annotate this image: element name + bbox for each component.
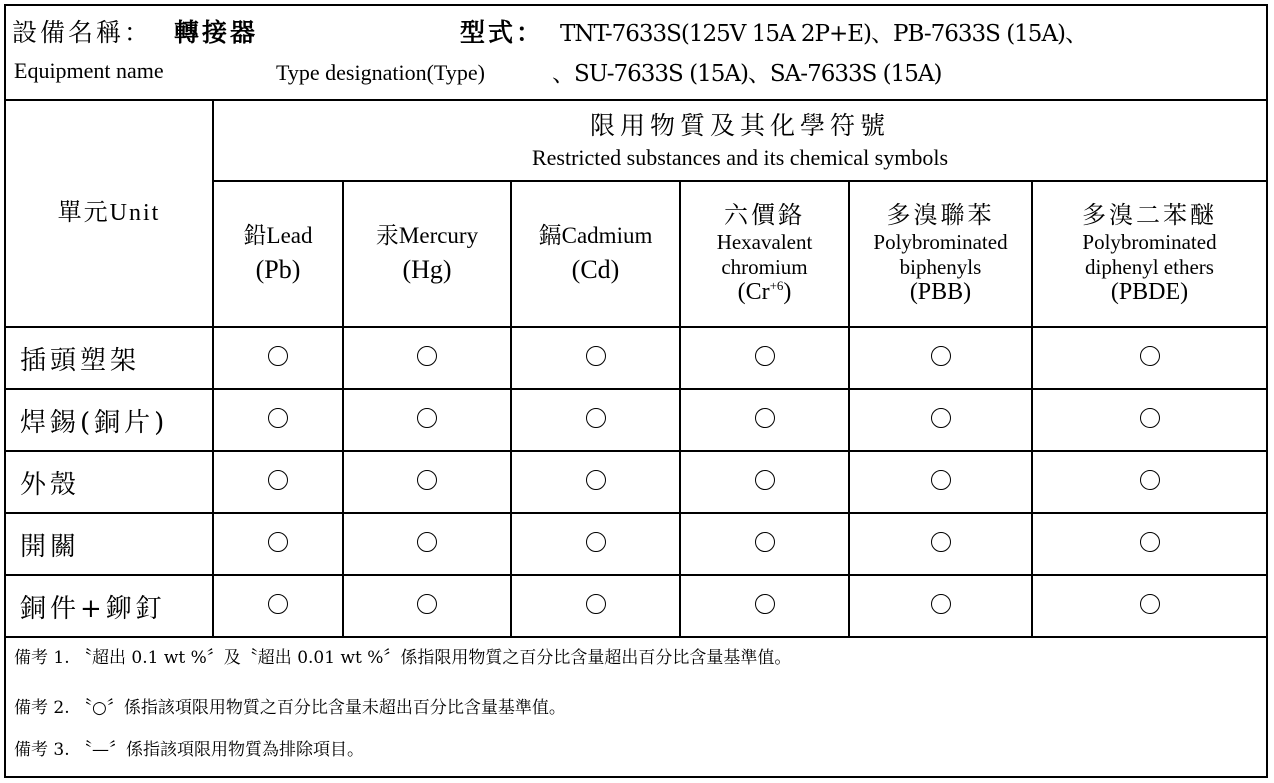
chromium-symbol-sup: +6 xyxy=(769,278,784,294)
equipment-label-en: Equipment name xyxy=(14,58,164,83)
circle-mark-icon xyxy=(931,594,951,614)
compliance-mark xyxy=(849,327,1032,389)
table-row xyxy=(6,327,1266,389)
circle-mark-icon xyxy=(755,346,775,366)
restricted-title-zh: 限用物質及其化學符號 xyxy=(589,110,890,140)
table-row xyxy=(6,389,1266,451)
circle-mark-icon xyxy=(1140,594,1160,614)
circle-mark-icon xyxy=(1140,408,1160,428)
type-label-en: Type designation(Type) xyxy=(276,60,485,85)
circle-mark-icon xyxy=(417,408,437,428)
compliance-mark xyxy=(1032,451,1266,513)
compliance-mark xyxy=(511,327,680,389)
circle-mark-icon xyxy=(586,346,606,366)
substance-pbde xyxy=(1032,181,1266,327)
compliance-mark xyxy=(343,575,511,637)
compliance-mark xyxy=(1032,389,1266,451)
compliance-mark xyxy=(213,327,343,389)
compliance-mark xyxy=(849,451,1032,513)
circle-mark-icon xyxy=(417,532,437,552)
substance-hexavalent-chromium xyxy=(680,181,849,327)
compliance-mark xyxy=(213,451,343,513)
substance-mercury-name: 汞Mercury xyxy=(375,222,479,248)
unit-header: 單元Unit xyxy=(6,101,213,327)
restricted-substances-title xyxy=(213,101,1266,181)
type-models-line2: 、SU-7633S (15A)、SA-7633S (15A) xyxy=(552,61,942,87)
chromium-symbol-base: (Cr xyxy=(737,279,770,306)
substance-mercury-symbol: (Hg) xyxy=(402,255,452,285)
unit-name: 銅件+鉚釘 xyxy=(6,575,213,637)
circle-mark-icon xyxy=(931,470,951,490)
compliance-mark xyxy=(680,513,849,575)
circle-mark-icon xyxy=(268,532,288,552)
compliance-mark xyxy=(511,575,680,637)
substance-lead xyxy=(213,181,343,327)
compliance-mark xyxy=(849,389,1032,451)
circle-mark-icon xyxy=(586,408,606,428)
circle-mark-icon xyxy=(586,532,606,552)
circle-mark-icon xyxy=(586,594,606,614)
compliance-mark xyxy=(213,389,343,451)
compliance-mark xyxy=(1032,327,1266,389)
substance-chromium-symbol xyxy=(681,279,848,307)
compliance-mark xyxy=(343,451,511,513)
compliance-mark xyxy=(680,575,849,637)
type-label-zh: 型式： xyxy=(460,18,545,47)
compliance-mark xyxy=(849,513,1032,575)
substance-pbb-symbol: (PBB) xyxy=(909,279,972,306)
compliance-mark xyxy=(343,389,511,451)
substance-lead-symbol: (Pb) xyxy=(255,255,301,285)
substance-pbb-name-zh: 多溴聯苯 xyxy=(886,201,995,230)
substance-pbb-name-en1: Polybrominated xyxy=(873,229,1008,254)
equipment-label-zh: 設備名稱： xyxy=(12,18,153,47)
substance-chromium-name-en1: Hexavalent xyxy=(716,229,813,254)
circle-mark-icon xyxy=(268,346,288,366)
circle-mark-icon xyxy=(268,594,288,614)
form-header xyxy=(6,6,1266,101)
compliance-mark xyxy=(213,575,343,637)
circle-mark-icon xyxy=(268,470,288,490)
circle-mark-icon xyxy=(755,594,775,614)
compliance-mark xyxy=(213,513,343,575)
substance-chromium-name-en2: chromium xyxy=(721,254,808,279)
circle-mark-icon xyxy=(417,346,437,366)
circle-mark-icon xyxy=(1140,346,1160,366)
note-3: 備考 3. 〝—〞係指該項限用物質為排除項目。 xyxy=(14,740,365,760)
circle-mark-icon xyxy=(417,470,437,490)
equipment-name: 轉接器 xyxy=(174,18,259,47)
substance-pbde-name-zh: 多溴二苯醚 xyxy=(1082,201,1217,230)
unit-name: 開關 xyxy=(6,513,213,575)
circle-mark-icon xyxy=(931,408,951,428)
rohs-declaration-form xyxy=(4,4,1268,778)
circle-mark-icon xyxy=(931,346,951,366)
note-1: 備考 1. 〝超出 0.1 wt %〞及〝超出 0.01 wt %〞係指限用物質之百分比含量超出百分比含量基準值。 xyxy=(14,648,792,668)
table-row xyxy=(6,513,1266,575)
compliance-mark xyxy=(511,451,680,513)
substance-pbb-name-en2: biphenyls xyxy=(899,254,982,279)
compliance-mark xyxy=(680,389,849,451)
substances-table xyxy=(6,101,1266,638)
circle-mark-icon xyxy=(1140,532,1160,552)
substance-cadmium-name: 鎘Cadmium xyxy=(538,222,653,248)
circle-mark-icon xyxy=(755,470,775,490)
table-row xyxy=(6,575,1266,637)
substance-pbb xyxy=(849,181,1032,327)
chromium-symbol-end: ) xyxy=(783,279,792,306)
substance-lead-name: 鉛Lead xyxy=(243,222,313,248)
circle-mark-icon xyxy=(755,532,775,552)
compliance-mark xyxy=(680,451,849,513)
circle-mark-icon xyxy=(586,470,606,490)
note-2: 備考 2. 〝○〞係指該項限用物質之百分比含量未超出百分比含量基準值。 xyxy=(14,698,566,718)
substance-pbde-symbol: (PBDE) xyxy=(1110,279,1189,306)
circle-mark-icon xyxy=(417,594,437,614)
circle-mark-icon xyxy=(268,408,288,428)
compliance-mark xyxy=(680,327,849,389)
compliance-mark xyxy=(849,575,1032,637)
compliance-mark xyxy=(343,513,511,575)
substance-pbde-name-en1: Polybrominated xyxy=(1082,229,1217,254)
substance-cadmium-symbol: (Cd) xyxy=(571,255,620,285)
compliance-mark xyxy=(343,327,511,389)
circle-mark-icon xyxy=(755,408,775,428)
compliance-mark xyxy=(511,513,680,575)
compliance-mark xyxy=(511,389,680,451)
substance-mercury xyxy=(343,181,511,327)
table-row xyxy=(6,451,1266,513)
circle-mark-icon xyxy=(931,532,951,552)
substance-chromium-name-zh: 六價鉻 xyxy=(724,201,805,230)
unit-name: 插頭塑架 xyxy=(6,327,213,389)
substance-cadmium xyxy=(511,181,680,327)
substance-pbde-name-en2: diphenyl ethers xyxy=(1085,254,1214,279)
unit-name: 外殼 xyxy=(6,451,213,513)
restricted-title-en: Restricted substances and its chemical symbols xyxy=(531,144,949,170)
unit-name: 焊錫(銅片) xyxy=(6,389,213,451)
compliance-mark xyxy=(1032,513,1266,575)
type-models-line1: TNT-7633S(125V 15A 2P+E)、PB-7633S (15A)、 xyxy=(560,21,1088,47)
compliance-mark xyxy=(1032,575,1266,637)
circle-mark-icon xyxy=(1140,470,1160,490)
